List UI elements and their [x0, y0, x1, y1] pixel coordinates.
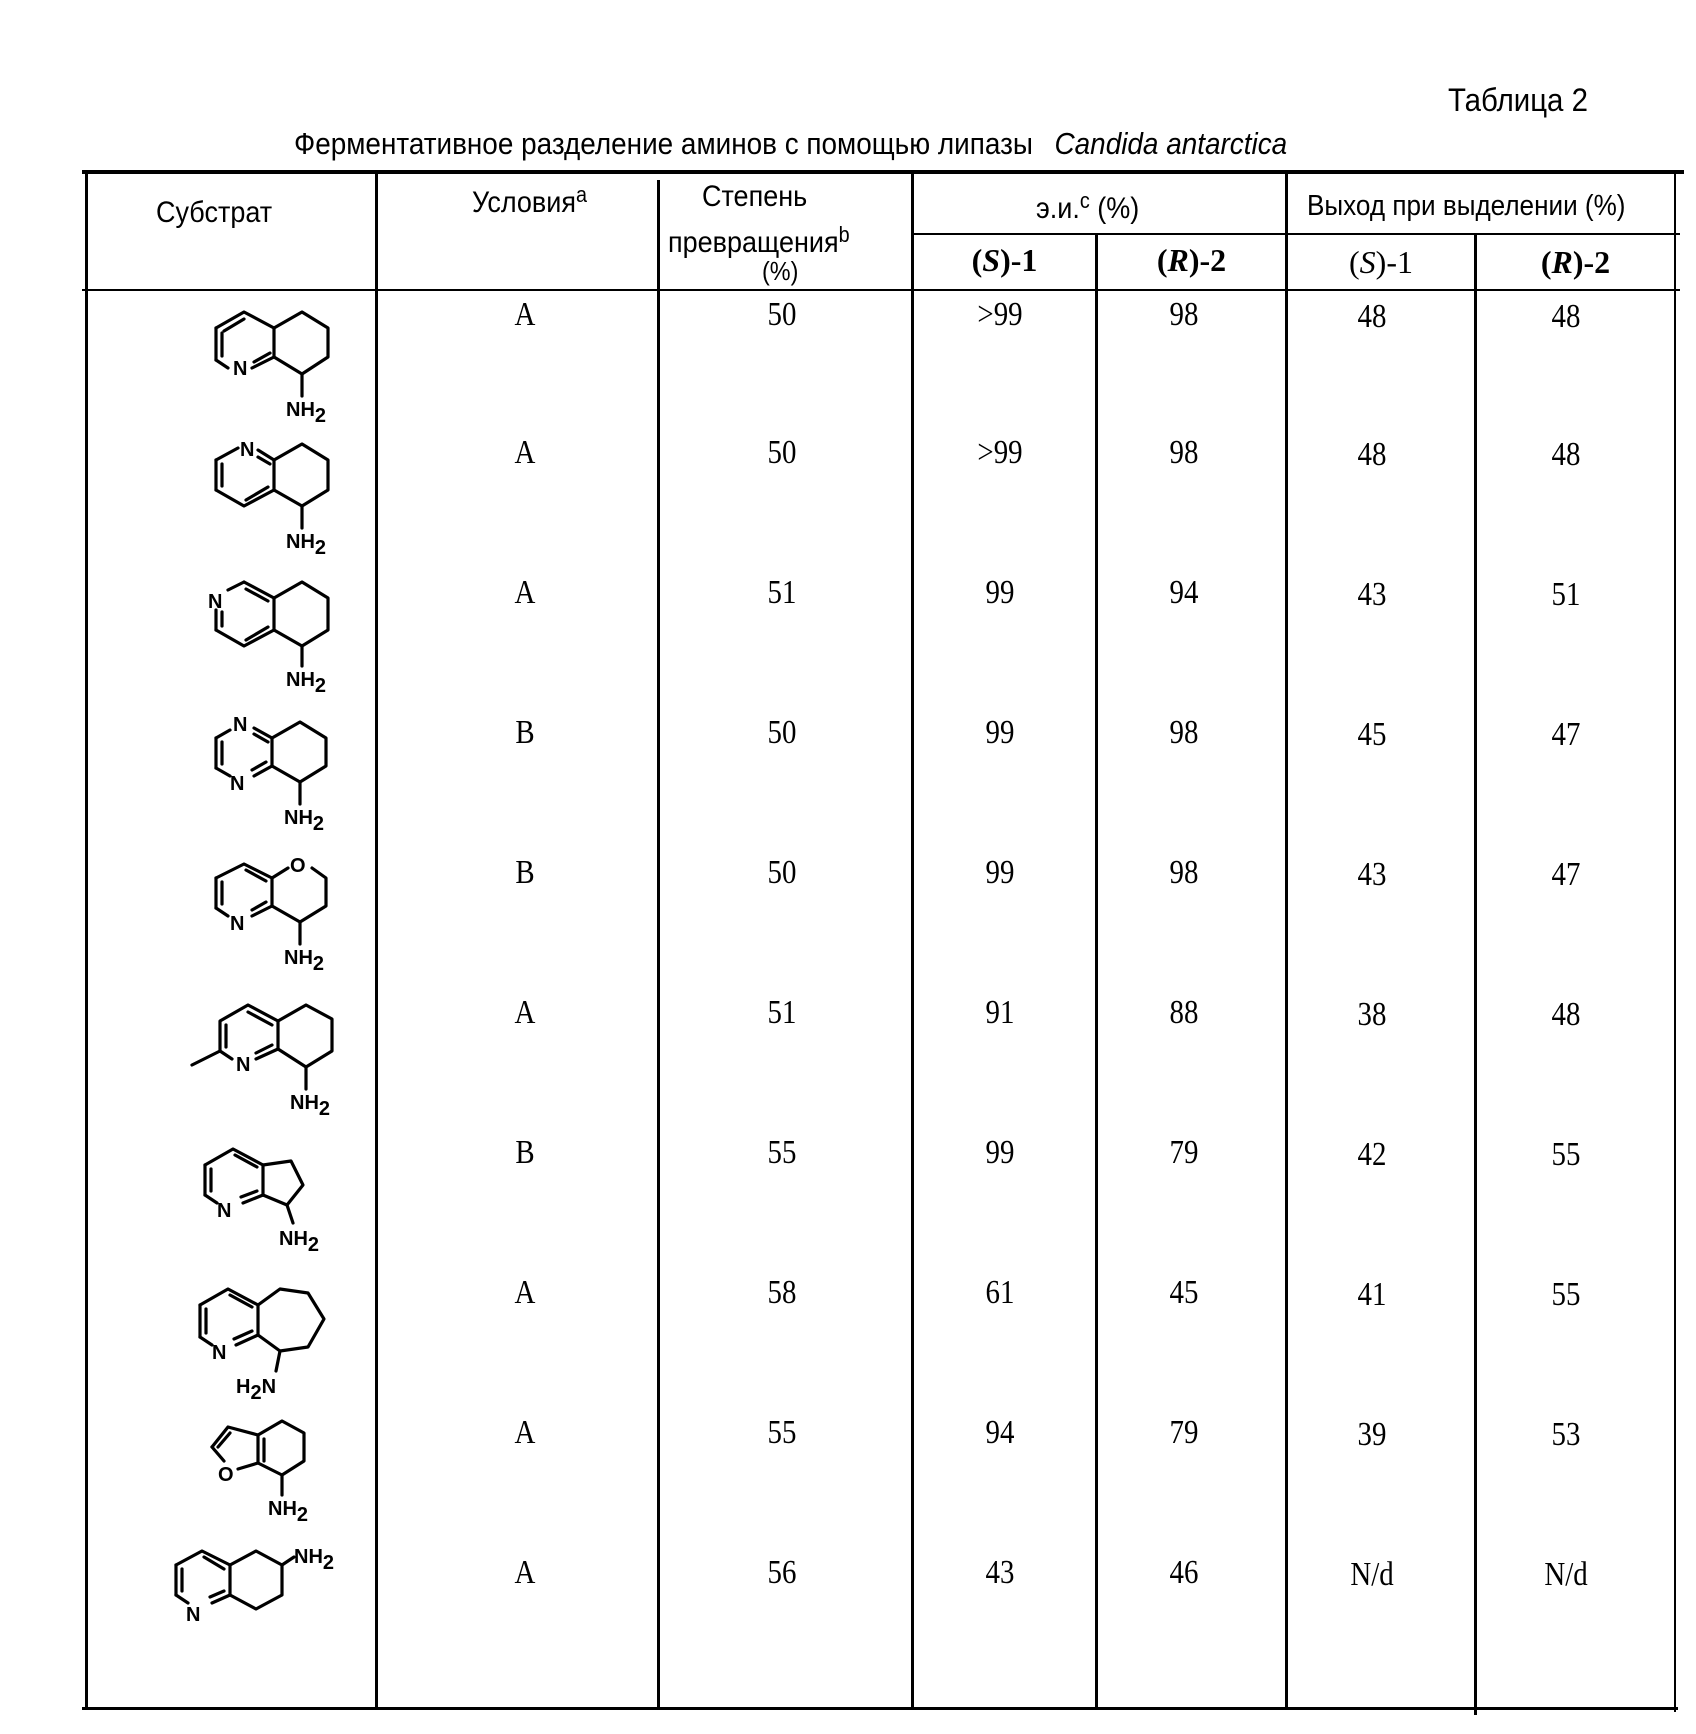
- cell-conversion: 55: [731, 1414, 833, 1452]
- cell-yield-r2: 47: [1515, 856, 1617, 894]
- cell-conditions: A: [474, 574, 576, 612]
- structure-row-3: [200, 570, 350, 695]
- cell-ee-s1: 99: [949, 574, 1051, 612]
- header-conversion-unit: (%): [762, 256, 798, 287]
- subheader-ee-r2-letter: R: [1168, 242, 1189, 278]
- atom-o: O: [218, 1464, 234, 1486]
- cell-yield-s1: N/d: [1321, 1556, 1423, 1594]
- header-conditions-note: a: [576, 182, 587, 207]
- cell-conditions: A: [474, 1414, 576, 1452]
- col-border-substrate: [375, 172, 378, 1710]
- subheader-yield-r2: [1477, 244, 1674, 281]
- cell-conditions: B: [474, 1134, 576, 1172]
- tetrahydroquinoline-8-amine-icon: [200, 300, 350, 420]
- cell-yield-s1: 45: [1321, 716, 1423, 754]
- cell-conversion: 51: [731, 994, 833, 1032]
- cell-ee-s1: 61: [949, 1274, 1051, 1312]
- atom-n: N: [208, 591, 222, 613]
- atom-n: N: [236, 1054, 250, 1076]
- cell-yield-r2: 51: [1515, 576, 1617, 614]
- table-number: Таблица 2: [1448, 82, 1588, 119]
- atom-n-top: N: [233, 714, 247, 736]
- cell-conditions: A: [474, 296, 576, 334]
- header-yield: Выход при выделении (%): [1307, 190, 1626, 223]
- atom-n-bottom: N: [230, 773, 244, 795]
- cell-conditions: B: [474, 714, 576, 752]
- subheader-yield-s1-letter: S: [1360, 244, 1376, 280]
- atom-nh2: NH2: [286, 399, 326, 427]
- cell-ee-r2: 98: [1133, 854, 1235, 892]
- subheader-ee-r2-suffix: )-2: [1189, 242, 1226, 278]
- cell-conversion: 55: [731, 1134, 833, 1172]
- tetrahydroquinoxaline-5-amine-icon: [200, 710, 350, 830]
- cell-ee-s1: 99: [949, 714, 1051, 752]
- structure-row-6: [190, 995, 360, 1120]
- methyl-tetrahydroquinoline-8-amine-icon: [190, 995, 360, 1115]
- structure-row-1: [200, 300, 350, 425]
- tetrahydrobenzofuran-7-amine-icon: [200, 1415, 350, 1535]
- cell-yield-s1: 38: [1321, 996, 1423, 1034]
- atom-nh2: NH2: [284, 807, 324, 835]
- header-conditions-label: Условия: [472, 186, 576, 219]
- tetrahydroquinoline-5-amine-icon: [200, 430, 350, 550]
- header-conversion-line1: Степень: [702, 180, 807, 214]
- cell-conditions: A: [474, 1554, 576, 1592]
- cell-ee-s1: >99: [949, 434, 1051, 472]
- subheader-ee-s1-suffix: )-1: [1000, 242, 1037, 278]
- table-title: [294, 126, 1287, 162]
- atom-n: N: [186, 1604, 200, 1626]
- subheader-ee-s1-open: (: [972, 242, 983, 278]
- cell-ee-r2: 88: [1133, 994, 1235, 1032]
- atom-nh2: NH2: [286, 669, 326, 697]
- subheader-ee-s1-letter: S: [982, 242, 1000, 278]
- pyranopyridine-4-amine-icon: [200, 850, 350, 970]
- ee-subheader-divider: [912, 233, 1680, 235]
- cell-ee-s1: >99: [949, 296, 1051, 334]
- col-border-conditions: [657, 180, 660, 1710]
- structure-row-2: [200, 430, 350, 555]
- atom-h2n: H2N: [236, 1376, 276, 1404]
- atom-nh2: NH2: [286, 531, 326, 559]
- atom-o: O: [290, 855, 306, 877]
- atom-n: N: [230, 913, 244, 935]
- tetrahydroquinoline-6-amine-icon: [168, 1545, 358, 1655]
- cell-yield-r2: 48: [1515, 298, 1617, 336]
- cell-ee-s1: 91: [949, 994, 1051, 1032]
- structure-row-8: [190, 1275, 350, 1410]
- cell-ee-r2: 45: [1133, 1274, 1235, 1312]
- subheader-ee-r2: [1098, 242, 1285, 279]
- atom-nh2: NH2: [290, 1092, 330, 1120]
- col-border-ee-s1: [1095, 235, 1098, 1710]
- atom-nh2: NH2: [294, 1546, 334, 1574]
- cell-ee-r2: 98: [1133, 434, 1235, 472]
- table-bottom-border: [82, 1707, 1678, 1710]
- structure-row-7: [195, 1135, 345, 1260]
- col-border-conversion: [911, 172, 914, 1710]
- cell-conversion: 50: [731, 296, 833, 334]
- subheader-yield-r2-open: (: [1541, 244, 1552, 280]
- tetrahydroisoquinoline-5-amine-icon: [200, 570, 350, 690]
- subheader-yield-s1-suffix: )-1: [1376, 244, 1413, 280]
- subheader-yield-s1-open: (: [1349, 244, 1360, 280]
- subheader-yield-s1: [1288, 244, 1474, 281]
- cell-yield-r2: 55: [1515, 1136, 1617, 1174]
- col-border-right: [1674, 172, 1676, 1712]
- cell-conversion: 51: [731, 574, 833, 612]
- cycloheptapyridine-9-amine-icon: [190, 1275, 350, 1405]
- cell-yield-r2: 48: [1515, 436, 1617, 474]
- header-substrate: Субстрат: [156, 196, 272, 230]
- cell-yield-s1: 39: [1321, 1416, 1423, 1454]
- cell-ee-s1: 99: [949, 854, 1051, 892]
- structure-row-5: [200, 850, 350, 975]
- cell-ee-r2: 94: [1133, 574, 1235, 612]
- atom-n: N: [217, 1200, 231, 1222]
- cell-yield-r2: 48: [1515, 996, 1617, 1034]
- cell-ee-s1: 99: [949, 1134, 1051, 1172]
- atom-n: N: [233, 358, 247, 380]
- header-conditions: [472, 182, 587, 220]
- table-title-organism: Candida antarctica: [1055, 126, 1288, 161]
- cell-ee-r2: 46: [1133, 1554, 1235, 1592]
- header-conversion-line2: [668, 222, 850, 260]
- cell-ee-r2: 79: [1133, 1414, 1235, 1452]
- cell-yield-s1: 43: [1321, 856, 1423, 894]
- subheader-yield-r2-suffix: )-2: [1573, 244, 1610, 280]
- atom-nh2: NH2: [279, 1228, 319, 1256]
- cell-yield-r2: 47: [1515, 716, 1617, 754]
- atom-n: N: [212, 1342, 226, 1364]
- cell-conditions: A: [474, 1274, 576, 1312]
- cell-yield-r2: 55: [1515, 1276, 1617, 1314]
- cell-conditions: A: [474, 434, 576, 472]
- cell-conversion: 56: [731, 1554, 833, 1592]
- cell-yield-s1: 43: [1321, 576, 1423, 614]
- cell-ee-r2: 79: [1133, 1134, 1235, 1172]
- cell-yield-r2: 53: [1515, 1416, 1617, 1454]
- col-border-yield-s1: [1474, 235, 1477, 1715]
- cell-yield-s1: 48: [1321, 298, 1423, 336]
- atom-nh2: NH2: [284, 947, 324, 975]
- cell-conversion: 50: [731, 854, 833, 892]
- structure-row-9: [200, 1415, 350, 1540]
- cell-yield-s1: 48: [1321, 436, 1423, 474]
- header-ee: [1036, 188, 1139, 226]
- header-ee-note: c: [1080, 188, 1090, 213]
- table-title-text: Ферментативное разделение аминов с помощью липазы: [294, 126, 1033, 161]
- atom-nh2: NH2: [268, 1498, 308, 1526]
- cyclopentapyridine-7-amine-icon: [195, 1135, 345, 1255]
- structure-row-10: [168, 1545, 358, 1660]
- cell-yield-r2: N/d: [1515, 1556, 1617, 1594]
- cell-conversion: 50: [731, 434, 833, 472]
- cell-ee-s1: 94: [949, 1414, 1051, 1452]
- header-ee-label: э.и.: [1036, 192, 1080, 225]
- header-conversion-label: превращения: [668, 226, 839, 259]
- cell-conditions: B: [474, 854, 576, 892]
- subheader-ee-r2-open: (: [1157, 242, 1168, 278]
- subheader-yield-r2-letter: R: [1552, 244, 1573, 280]
- structure-row-4: [200, 710, 350, 835]
- cell-conversion: 50: [731, 714, 833, 752]
- cell-ee-r2: 98: [1133, 296, 1235, 334]
- table-header-bottom-border: [82, 289, 1680, 291]
- atom-n: N: [240, 439, 254, 461]
- col-border-ee: [1285, 172, 1288, 1710]
- header-conversion-note: b: [839, 222, 850, 247]
- cell-ee-s1: 43: [949, 1554, 1051, 1592]
- cell-yield-s1: 42: [1321, 1136, 1423, 1174]
- cell-conversion: 58: [731, 1274, 833, 1312]
- subheader-ee-s1: [914, 242, 1095, 279]
- cell-conditions: A: [474, 994, 576, 1032]
- cell-yield-s1: 41: [1321, 1276, 1423, 1314]
- table-top-border: [82, 170, 1684, 174]
- col-border-left: [85, 170, 88, 1710]
- cell-ee-r2: 98: [1133, 714, 1235, 752]
- header-ee-unit: (%): [1097, 192, 1139, 225]
